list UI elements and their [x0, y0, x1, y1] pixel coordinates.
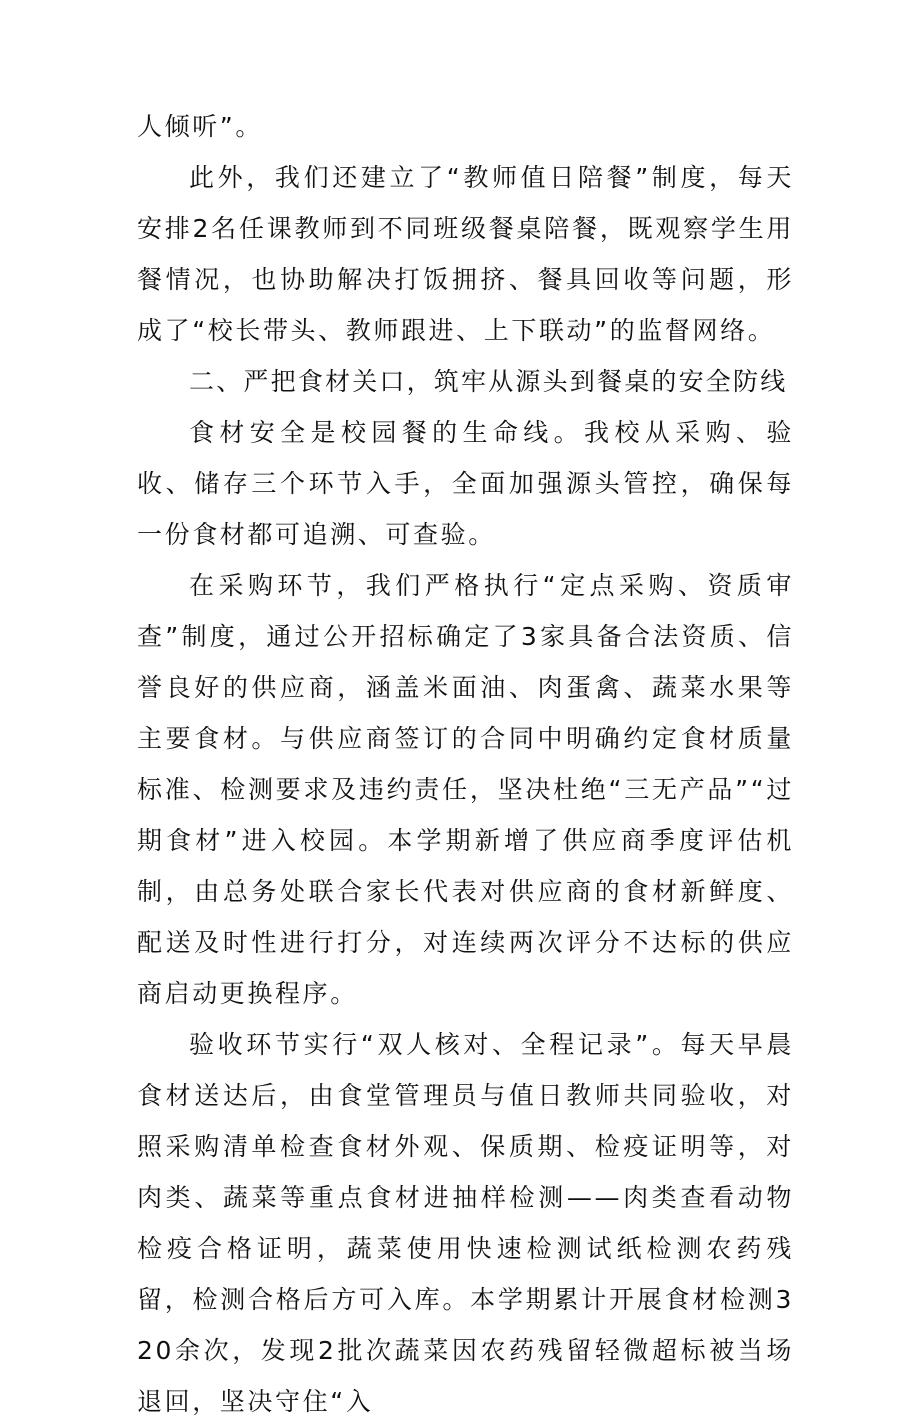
paragraph-food-safety-intro: 食材安全是校园餐的生命线。我校从采购、验收、储存三个环节入手，全面加强源头管控，确保每一份食材都可追溯、可查验。: [137, 418, 794, 549]
paragraph-continuation: 人倾听”。: [137, 112, 263, 141]
paragraph-acceptance: 验收环节实行“双人核对、全程记录”。每天早晨食材送达后，由食堂管理员与值日教师共同验收，对照采购清单检查食材外观、保质期、检疫证明等，对肉类、蔬菜等重点食材进抽样检测——肉类查看动物检疫合格证明，蔬菜使用快速检测试纸检测农药残留，检测合格后方可入库。本学期累计开展食材检测320余次，发现2批次蔬菜因农药残留轻微超标被当场退回，坚决守住“入: [137, 1030, 794, 1416]
paragraph-teacher-duty-meal: 此外，我们还建立了“教师值日陪餐”制度，每天安排2名任课教师到不同班级餐桌陪餐，既观察学生用餐情况，也协助解决打饭拥挤、餐具回收等问题，形成了“校长带头、教师跟进、上下联动”的监督网络。: [137, 163, 794, 345]
paragraph-procurement: 在采购环节，我们严格执行“定点采购、资质审查”制度，通过公开招标确定了3家具备合法资质、信誉良好的供应商，涵盖米面油、肉蛋禽、蔬菜水果等主要食材。与供应商签订的合同中明确约定食材质量标准、检测要求及违约责任，坚决杜绝“三无产品”“过期食材”进入校园。本学期新增了供应商季度评估机制，由总务处联合家长代表对供应商的食材新鲜度、配送及时性进行打分，对连续两次评分不达标的供应商启动更换程序。: [137, 571, 794, 1008]
section-heading: 二、严把食材关口，筑牢从源头到餐桌的安全防线: [189, 367, 788, 396]
